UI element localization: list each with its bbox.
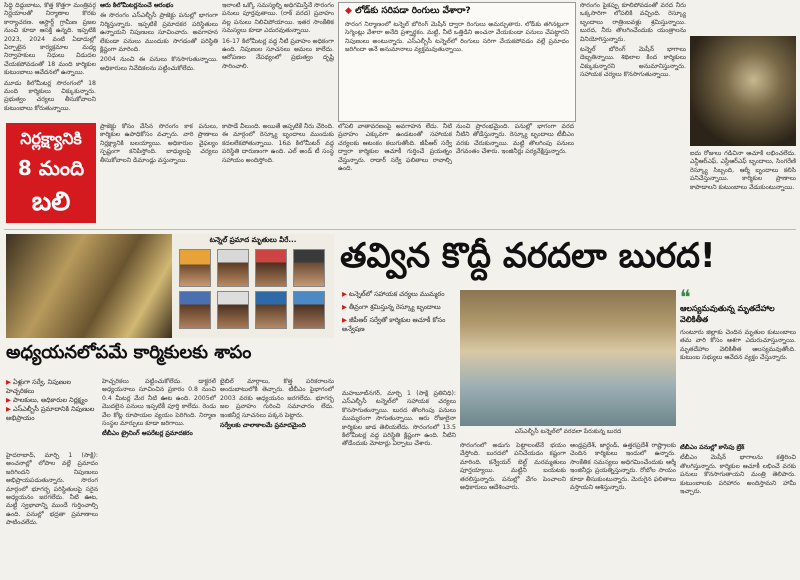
bullet-item: ▶ ఎస్ఎల్బీసీ ప్రమాదానికి నిపుణుల అభిప్రాయం bbox=[6, 405, 95, 422]
key-point-item: ▶ తీవ్రంగా శ్రమిస్తున్న రెస్క్యూ బృందాలు bbox=[342, 303, 441, 311]
red-headline-line2: 8 మంది bbox=[17, 156, 85, 180]
ring-load-box bbox=[338, 2, 576, 122]
bottom-col4-story: మహబూబ్‌నగర్, మార్చి 1 (సాక్షి ప్రతినిధి): ఎస్ఎల్బీసీ టన్నెల్‌లో సహాయక చర్యలు కొనసాగుతున్నాయి. బురద తొలగింపు పనులు ముమ్మరంగా సాగుతున్నాయి. ఆరు రోజులైనా కార్మికుల జాడ తెలియలేదు. సొరంగంలో 13.5 కిలోమీటర్ల వద్ద పరిస్థితి క్లిష్టంగా ఉంది. నీటిని తోడేందుకు మోటార్లు ఏర్పాటు చేశారు. bbox=[342, 390, 456, 448]
top-left-story: సిద్ధి దిద్దుబాటు, కొత్త కొత్తగా మంత్రివర్గ నిర్ణయాలతో నిర్మాణాల కొరకు కార్యాచరణ. ఆస్టార్డ్ గ్రామీణ ప్రజల నుంచి కూడా ఆసక్తి ఉన్నది. ఇప్పటికి 2023, 2024 వంటి ఏడాదుల్లో ఏర్పాటైన కార్యక్రమాల మధ్య నిర్వాహకులు నిధులు విడుదల చేయకపోవడంతో 18 మంది కార్మికుల కుటుంబాలు ఆవేదనలో ఉన్నాయి. మూడు కిలోమీటర్ల సొరంగంలో 18 మంది కార్మికులు చిక్కుకున్నారు. ప్రభుత్వం చర్యలు తీసుకోవాలని కుటుంబాలు కోరుతున్నాయి. bbox=[4, 2, 96, 112]
triangle-bullet-icon: ▶ bbox=[6, 378, 11, 386]
victim-photo bbox=[179, 291, 211, 329]
tunnel-photo-caption: ఎస్ఎల్బీసీ టన్నెల్‌లో వరదలా పేరుకున్న బురద bbox=[514, 428, 622, 435]
triangle-bullet-icon: ▶ bbox=[342, 316, 347, 324]
bullet-item: ▶ ఏళ్లుగా సర్వే, నిపుణుల హెచ్చరికలు bbox=[6, 378, 71, 395]
top-col3-story: ఇలాంటి ఒక్కో సమస్యల్ని అధిగమిస్తేనే సొరంగం పనులు పూర్తవుతాయి. (రాక్ వరద) ప్రవాహం వల్ల పనులు నిలిచిపోయాయి. ఇతర సాంకేతిక సమస్యలు కూడా ఎదురవుతున్నాయి. 16-17 కిలోమీటర్ల వద్ద నీటి ప్రవాహం అధికంగా ఉంది. నిపుణుల సూచనలు అమలు కాలేదు. ఆరోపణల నేపథ్యంలో ప్రభుత్వం దృష్టి సారించాలి. bbox=[222, 2, 334, 70]
mid-col3-story: లోపలి వాతావరణంపై అవగాహన లేదు. నీటి ప్రవాహం ఎక్కువగా ఉండటంతో సహాయక చర్యలకు ఆటంకం కలుగుతోంది. జీపీఆర్ సర్వే ద్వారా కార్మికుల ఆచూకీ గుర్తించే ప్రయత్నం చేస్తున్నారు. రాడార్ సర్వే ఫలితాలు రావాల్సి ఉంది. bbox=[338, 123, 452, 173]
victim-photo bbox=[293, 291, 325, 329]
mid-col2-story: కాపాడే వీలుంది. అయితే అప్పటికే నీరు చేరింది. ఈ మార్గంలో రెస్క్యూ బృందాలు ముందుకు కదలలేకపోతున్నాయి. 16వ కిలోమీటర్ వద్ద పరిస్థితి దారుణంగా ఉంది. ఎల్ అండ్ టీ సంస్థ సహాయం అందిస్తోంది. bbox=[222, 123, 334, 164]
bottom-bullets bbox=[6, 378, 98, 450]
red-headline bbox=[6, 123, 96, 223]
quote-box-text: గుంటూరు జిల్లాకు చెందిన మృతుల కుటుంబాలు తమ వారి కోసం ఆశగా ఎదురుచూస్తున్నాయి. మృతదేహాల వెలికితీత ఆలస్యమవుతోంది. కుటుంబ సభ్యులు ఆవేదన వ్యక్తం చేస్తున్నారు. bbox=[680, 329, 796, 362]
victim-photo bbox=[255, 291, 287, 329]
triangle-bullet-icon: ▶ bbox=[6, 396, 11, 404]
mid-col4-story: నుంచి ప్రారంభమైంది. పనుల్లో భాగంగా వరద నీటిని తోడేస్తున్నారు. రెస్క్యూ బృందాలు టీబీఎం వరకు చేరుకున్నాయి. మట్టి తొలగింపు పనులు వేగవంతం చేశారు. ఇంజినీర్లు పర్యవేక్షిస్తున్నారు. bbox=[456, 123, 574, 156]
quote-icon: ❝ bbox=[680, 285, 691, 309]
victims-panel bbox=[172, 234, 334, 338]
red-headline-line3: బలి bbox=[31, 187, 71, 217]
tunnel-photo-left bbox=[6, 234, 172, 338]
bottom-col6-story: ఆంధ్రప్రదేశ్, జార్ఖండ్, ఉత్తరప్రదేశ్ రాష్ట్రాలకు చెందిన కార్మికులు ఇందులో ఉన్నారు. సాంకేతిక సమస్యలు అధిగమించేందుకు ఆర్మీ ఇంజినీర్లు ప్రయత్నిస్తున్నారు. రోబోల సాయం కూడా తీసుకుంటున్నారు. మెరుగైన ఫలితాలు వస్తాయని ఆశిస్తున్నారు. bbox=[570, 442, 676, 492]
top-col2-subtitle: ఆరు కిలోమీటర్లనుంచే ఆరంభం bbox=[100, 2, 174, 9]
victim-photo bbox=[217, 249, 249, 287]
section-divider bbox=[4, 229, 796, 230]
bottom-col2-story: హెచ్చరికలు పట్టించుకోలేదు. డాక్టరల్ అధ్యయనాలు సూచించిన ప్రకారం 0.8 నుంచి 0.4 మీటర్ల మేర నీటి ఊట ఉంది. 2005లో మొదలైన పనులు ఇప్పటికీ పూర్తి కాలేదు. రెండు వేల కోట్ల రూపాయల వ్యయం పెరిగింది. నిర్మాణ సంస్థల మార్పులు కూడా జరిగాయి. టీబీఎం ట్రైనింగ్ ఆపరేటర్ల ప్రమాదకరం bbox=[102, 378, 216, 438]
tunnel-mud-photo bbox=[460, 290, 676, 426]
victim-photo bbox=[293, 249, 325, 287]
quote-box bbox=[680, 285, 796, 440]
red-headline-line1: నిర్లక్ష్యానికి bbox=[20, 129, 82, 148]
top-right-story: సొరంగం పైకప్పు కూలిపోవడంతో వరద నీరు ఒక్కసారిగా లోపలికి వచ్చింది. రెస్క్యూ బృందాలు రాత్రింబవళ్లు శ్రమిస్తున్నాయి. బురద, నీరు తొలగించేందుకు యంత్రాలను వినియోగిస్తున్నారు. టన్నెల్ బోరింగ్ మెషీన్ భాగాలు దెబ్బతిన్నాయి. శిథిలాల కింద కార్మికులు చిక్కుకున్నారని అనుమానిస్తున్నారు. సహాయక చర్యలు కొనసాగుతున్నాయి. bbox=[580, 2, 686, 79]
key-points bbox=[342, 290, 456, 386]
bottom-col1-story: హైదరాబాద్, మార్చి 1 (సాక్షి): అంచనాల్లో లోపాల వల్లే ప్రమాదం జరిగిందని నిపుణులు అభిప్రాయపడుతున్నారు. సొరంగ మార్గంలో భూగర్భ పరిస్థితులపై సరైన అధ్యయనం జరగలేదు. నీటి ఊట, మట్టి స్వభావాన్ని ముందే గుర్తించాల్సి ఉంది. పనుల్లో భద్రతా ప్రమాణాలు పాటించలేదు. bbox=[6, 452, 98, 527]
victim-photo bbox=[179, 249, 211, 287]
bottom-col5-story: సొరంగంలో అడుగు పెట్టాలంటేనే భయం వేస్తోంది. బురదలో పనిచేయడం కష్టంగా మారింది. కన్వేయర్ బెల్ట్ మరమ్మతులు పూర్తయ్యాయి. మట్టిని బయటకు తరలిస్తున్నారు. పనుల్లో వేగం పెంచాలని అధికారులు ఆదేశించారు. bbox=[460, 442, 566, 492]
bottom-col2-subhead: టీబీఎం ట్రైనింగ్ ఆపరేటర్ల ప్రమాదకరం bbox=[102, 430, 193, 438]
quote-box-title: ఆలస్యమవుతున్న మృతదేహాల వెలికితీత bbox=[680, 304, 775, 324]
bottom-col7-subhead: టీబీఎం పనుల్లో కాసేపు బ్రేక్ bbox=[680, 444, 745, 451]
victim-photo bbox=[255, 249, 287, 287]
victims-caption: టన్నెల్ ప్రమాద మృతులు వీరే... bbox=[209, 236, 297, 244]
ring-load-box-text: సొరంగ నిర్మాణంలో టన్నెల్ బోరింగ్ మెషీన్ ద్వారా రింగులు అమర్చుతారు. లోడ్‌కు తగినట్లుగా సెగ్మెంట్లు వేశారా అనేది ప్రశ్నార్థకం. మట్టి, నీటి ఒత్తిడిని అంచనా వేయకుండా పనులు చేపట్టారని నిపుణులు అంటున్నారు. ఎస్ఎల్బీసీ టన్నెల్‌లో రింగులు సరిగా వేయకపోవడం వల్లే ప్రమాదం జరిగిందా అనే అనుమానాలు వ్యక్తమవుతున్నాయి. bbox=[345, 21, 569, 54]
top-right-story-2: ఐదు రోజులు గడిచినా ఆచూకీ లభించలేదు. ఎన్డీఆర్ఎఫ్, ఎస్డీఆర్ఎఫ్ బృందాలు, సింగరేణి రెస్క్యూ సిబ్బంది, ఆర్మీ బృందాలు కలిసి పనిచేస్తున్నాయి. కార్మికుల ప్రాణాలు కాపాడాలని కుటుంబాలు వేడుకుంటున్నాయి. bbox=[690, 150, 796, 191]
main-headline: తవ్విన కొద్దీ వరదలా బురద! bbox=[340, 236, 716, 276]
bottom-col7-story: టీబీఎం పనుల్లో కాసేపు బ్రేక్ టీబీఎం మెషీన్ భాగాలను కత్తిరించి తొలగిస్తున్నారు. కార్మికుల ఆచూకీ లభించే వరకు పనులు కొనసాగుతాయని మంత్రి తెలిపారు. కుటుంబాలకు పరిహారం అందిస్తామని హామీ ఇచ్చారు. bbox=[680, 444, 796, 496]
top-col2-story: ఆరు కిలోమీటర్లనుంచే ఆరంభం ఈ సొరంగం ఎస్ఎల్బీసీ ప్రాజెక్టు పనుల్లో భాగంగా నిర్మిస్తున్నారు. ఇప్పటికే ప్రమాదకర పరిస్థితులు ఉన్నాయని నిపుణులు సూచించారు. అవగాహన లేకుండా పనులు ముందుకు సాగడంతో పరిస్థితి క్లిష్టంగా మారింది. 2004 నుంచి ఈ పనులు కొనసాగుతున్నాయి. అధికారులు నివేదికలను పట్టించుకోలేదు. bbox=[100, 2, 218, 72]
triangle-bullet-icon: ▶ bbox=[6, 405, 11, 413]
mid-col1-story: ప్రాజెక్టు కోసం వేసిన సొరంగం కాక పనులు, కార్మికుల ఉపాధికోసం వచ్చారు. వారి ప్రాణాలు నిర్లక్ష్యానికి బలయ్యాయి. అధికారుల వైఫల్యం స్పష్టంగా కనిపిస్తోంది. బాధ్యులపై చర్యలు తీసుకోవాలని డిమాండ్లు వస్తున్నాయి. bbox=[100, 123, 218, 164]
victims-grid bbox=[172, 249, 334, 329]
victim-photo bbox=[217, 291, 249, 329]
triangle-bullet-icon: ▶ bbox=[342, 303, 347, 311]
key-point-item: ▶ టన్నెల్‌లో సహాయక చర్యలు ముమ్మరం bbox=[342, 290, 445, 298]
subheadline: అధ్యయనలోపమే కార్మికులకు శాపం bbox=[6, 342, 252, 363]
rescue-photo-top bbox=[690, 36, 796, 146]
ring-load-box-title: ◆ లోడ్‌కు సరిపడా రింగులు వేశారా? bbox=[345, 6, 471, 16]
bottom-col3-story: బైబిల్ మార్గాలు, కొత్త పరికరాలను అందుబాటులోకి తెచ్చారు. టీబీఎం పైభాగంలో 2003 వరకు అధ్యయనం జరగలేదు. భూగర్భ జల ప్రవాహం గురించి సమాచారం లేదు. ఇంజినీర్ల సూచనలు పక్కన పెట్టారు. సర్వేలకు చాలాకాలమే ప్రమాదమైంది bbox=[220, 378, 334, 430]
bottom-col3-subhead: సర్వేలకు చాలాకాలమే ప్రమాదమైంది bbox=[220, 422, 306, 430]
diamond-icon: ◆ bbox=[345, 6, 356, 16]
key-point-item: ▶ జీపీఆర్ సర్వేతో కార్మికుల ఆచూకీ కోసం అన్వేషణ bbox=[342, 316, 446, 333]
bullet-item: ▶ పాలకులు, అధికారుల నిర్లక్ష్యం bbox=[6, 396, 88, 404]
triangle-bullet-icon: ▶ bbox=[342, 290, 347, 298]
